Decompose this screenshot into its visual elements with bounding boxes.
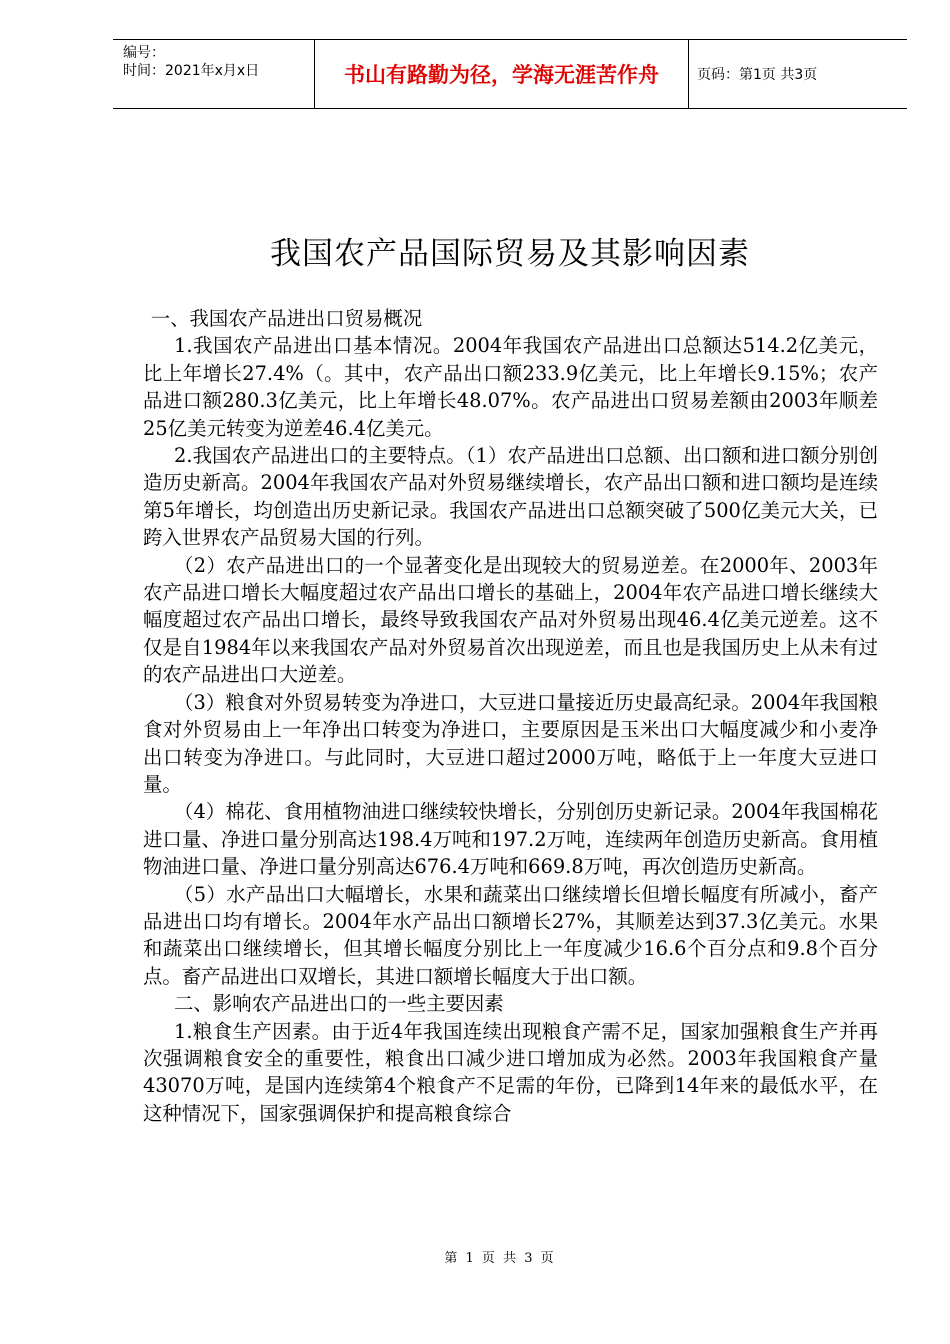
header-meta [113,40,315,108]
number-label: 编号： [123,45,165,61]
time-label: 时间：2021年x月x日 [123,63,260,79]
document-header [113,39,907,109]
paragraph: （2）农产品进出口的一个显著变化是出现较大的贸易逆差。在2000年、2003年农产品进口增长大幅度超过农产品出口增长的基础上，2004年农产品进口增长继续大幅度超过农产品出口增长，最终导致我国农产品对外贸易出现46.4亿美元逆差。这不仅是自1984年以来我国农产品对外贸易首次出现逆差，而且也是我国历史上从未有过的农产品进出口大逆差。 [143,553,878,687]
header-page-label: 页码：第1页 共3页 [697,67,818,83]
paragraph: 1.粮食生产因素。由于近4年我国连续出现粮食产需不足，国家加强粮食生产并再次强调粮食安全的重要性，粮食出口减少进口增加成为必然。2003年我国粮食产量43070万吨，是国内连续第4个粮食产不足需的年份，已降到14年来的最低水平，在这种情况下，国家强调保护和提高粮食综合 [143,1019,878,1125]
header-motto: 书山有路勤为径，学海无涯苦作舟 [315,40,689,108]
paragraph: （3）粮食对外贸易转变为净进口，大豆进口量接近历史最高纪录。2004年我国粮食对外贸易由上一年净出口转变为净进口，主要原因是玉米出口大幅度减少和小麦净出口转变为净进口。与此同时，大豆进口超过2000万吨，略低于上一年度大豆进口量。 [143,690,878,796]
section-heading-1: 一、我国农产品进出口贸易概况 [150,307,423,330]
page-footer: 第 1 页 共 3 页 [444,1251,556,1266]
paragraph: 2.我国农产品进出口的主要特点。（1）农产品进出口总额、出口额和进口额分别创造历史新高。2004年我国农产品对外贸易继续增长，农产品出口额和进口额均是连续第5年增长，均创造出历史新记录。我国农产品进出口总额突破了500亿美元大关，已跨入世界农产品贸易大国的行列。 [143,444,878,550]
paragraph: （4）棉花、食用植物油进口继续较快增长，分别创历史新记录。2004年我国棉花进口量、净进口量分别高达198.4万吨和197.2万吨，连续两年创造历史新高。食用植物油进口量、净进口量分别高达676.4万吨和669.8万吨，再次创造历史新高。 [143,800,878,879]
document-body [143,305,878,1127]
section-heading-2: 二、影响农产品进出口的一些主要因素 [174,992,504,1016]
document-title: 我国农产品国际贸易及其影响因素 [270,236,750,272]
paragraph: （5）水产品出口大幅增长，水果和蔬菜出口继续增长但增长幅度有所减小，畜产品进出口均有增长。2004年水产品出口额增长27%，其顺差达到37.3亿美元。水果和蔬菜出口继续增长，但其增长幅度分别比上一年度减少16.6个百分点和9.8个百分点。畜产品进出口双增长，其进口额增长幅度大于出口额。 [143,882,878,988]
paragraph: 1.我国农产品进出口基本情况。2004年我国农产品进出口总额达514.2亿美元，比上年增长27.4%（。其中，农产品出口额233.9亿美元，比上年增长9.15%；农产品进口额280.3亿美元，比上年增长48.07%。农产品进出口贸易差额由2003年顺差25亿美元转变为逆差46.4亿美元。 [143,334,878,440]
